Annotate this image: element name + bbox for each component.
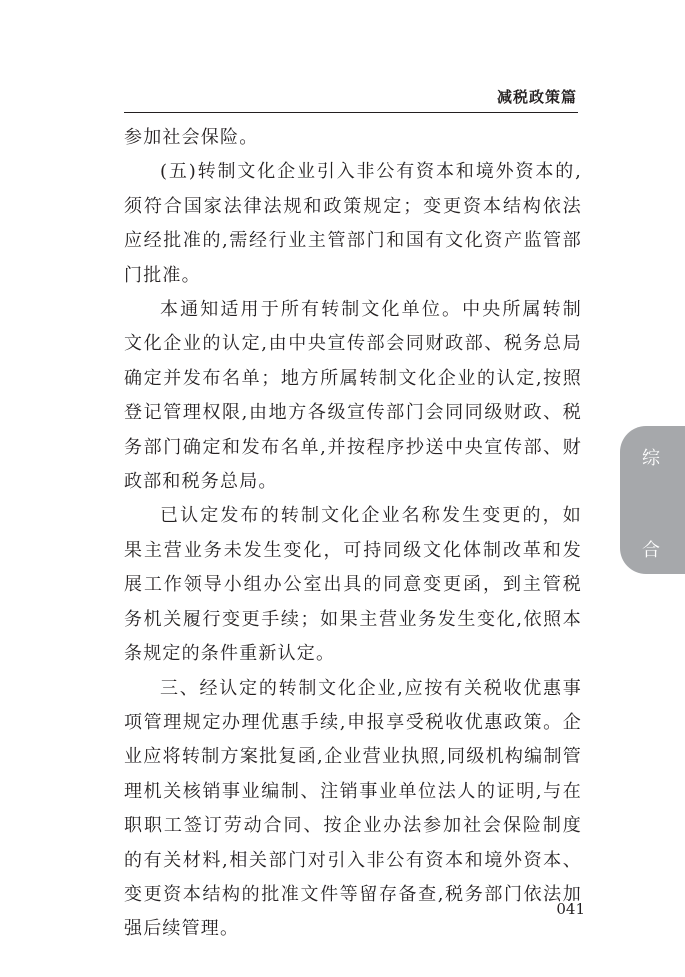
side-tab-char: 综 (642, 448, 660, 469)
body-text (124, 121, 582, 947)
paragraph: (五)转制文化企业引入非公有资本和境外资本的,须符合国家法律法规和政策规定；变更资本结构依法应经批准的,需经行业主管部门和国有文化资产监管部门批准。 (124, 161, 582, 286)
paragraph: 三、经认定的转制文化企业,应按有关税收优惠事项管理规定办理优惠手续,申报享受税收优惠政策。企业应将转制方案批复函,企业营业执照,同级机构编制管理机关核销事业编制、注销事业单位法人的证明,与在职职工签订劳动合同、按企业办法参加社会保险制度的有关材料,相关部门对引入非公有资本和境外资本、变更资本结构的批准文件等留存备查,税务部门依法加强后续管理。 (124, 677, 582, 940)
paragraph: 已认定发布的转制文化企业名称发生变更的，如果主营业务未发生变化，可持同级文化体制改革和发展工作领导小组办公室出具的同意变更函，到主管税务机关履行变更手续；如果主营业务发生变化,依照本条规定的条件重新认定。 (124, 505, 582, 665)
section-side-tab (620, 426, 685, 574)
paragraph: 本通知适用于所有转制文化单位。中央所属转制文化企业的认定,由中央宣传部会同财政部、税务总局确定并发布名单；地方所属转制文化企业的认定,按照登记管理权限,由地方各级宣传部门会同同级财政、税务部门确定和发布名单,并按程序抄送中央宣传部、财政部和税务总局。 (124, 299, 582, 493)
page-number: 041 (556, 900, 585, 918)
running-header: 减税政策篇 (496, 88, 577, 106)
paragraph-continuation: 参加社会保险。 (124, 127, 259, 148)
header-rule (124, 112, 578, 113)
side-tab-char: 合 (642, 540, 660, 561)
